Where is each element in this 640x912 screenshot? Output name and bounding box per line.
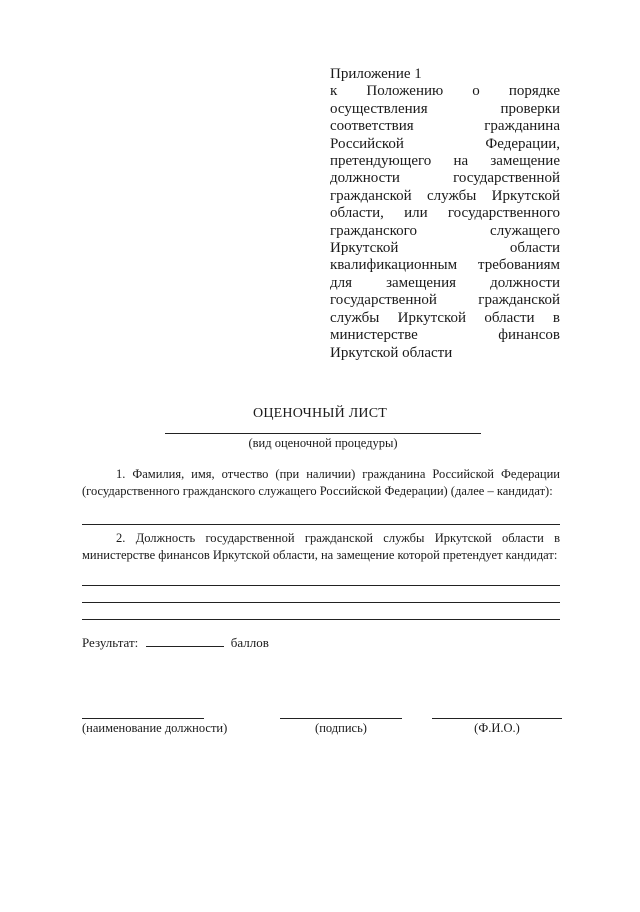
appendix-line: соответствия гражданина [330, 118, 560, 135]
position-line-2 [82, 602, 560, 603]
appendix-line: Иркутской области [330, 240, 560, 257]
result-unit: баллов [230, 635, 269, 650]
item-2-text: 2. Должность государственной гражданской службы Иркутской области в министерстве финансов Иркутской области, на замещение которой претендует кандидат: [82, 531, 560, 562]
appendix-line: Российской Федерации, [330, 135, 560, 152]
appendix-line: гражданского служащего [330, 222, 560, 239]
appendix-line: для замещения должности [330, 274, 560, 291]
full-name-line [432, 718, 562, 719]
candidate-name-line [82, 524, 560, 525]
procedure-type-line [165, 433, 481, 434]
form-title: ОЦЕНОЧНЫЙ ЛИСТ [253, 406, 387, 421]
signature-line [280, 718, 402, 719]
appendix-line: претендующего на замещение [330, 153, 560, 170]
appendix-line: к Положению о порядке [330, 83, 560, 100]
appendix-line: осуществления проверки [330, 100, 560, 117]
result-row [82, 634, 269, 651]
position-caption: (наименование должности) [82, 721, 228, 735]
result-points-field [146, 634, 224, 647]
result-label: Результат: [82, 635, 139, 650]
signature-caption: (подпись) [315, 721, 367, 735]
appendix-line: гражданской службы Иркутской [330, 187, 560, 204]
appendix-line: квалификационным требованиям [330, 257, 560, 274]
position-signature-line [82, 718, 204, 719]
full-name-caption: (Ф.И.О.) [474, 721, 520, 735]
appendix-line: службы Иркутской области в [330, 309, 560, 326]
appendix-line: Приложение 1 [330, 66, 422, 82]
appendix-line: государственной гражданской [330, 292, 560, 309]
procedure-type-caption: (вид оценочной процедуры) [248, 436, 398, 450]
appendix-line: области, или государственного [330, 205, 560, 222]
item-1-text: 1. Фамилия, имя, отчество (при наличии) гражданина Российской Федерации (государственного гражданского служащего Российской Федерации) (далее – кандидат): [82, 467, 560, 498]
position-line-1 [82, 585, 560, 586]
appendix-line: министерстве финансов [330, 327, 560, 344]
appendix-heading [330, 66, 560, 362]
position-line-3 [82, 619, 560, 620]
appendix-line: должности государственной [330, 170, 560, 187]
appendix-line: Иркутской области [330, 344, 453, 361]
